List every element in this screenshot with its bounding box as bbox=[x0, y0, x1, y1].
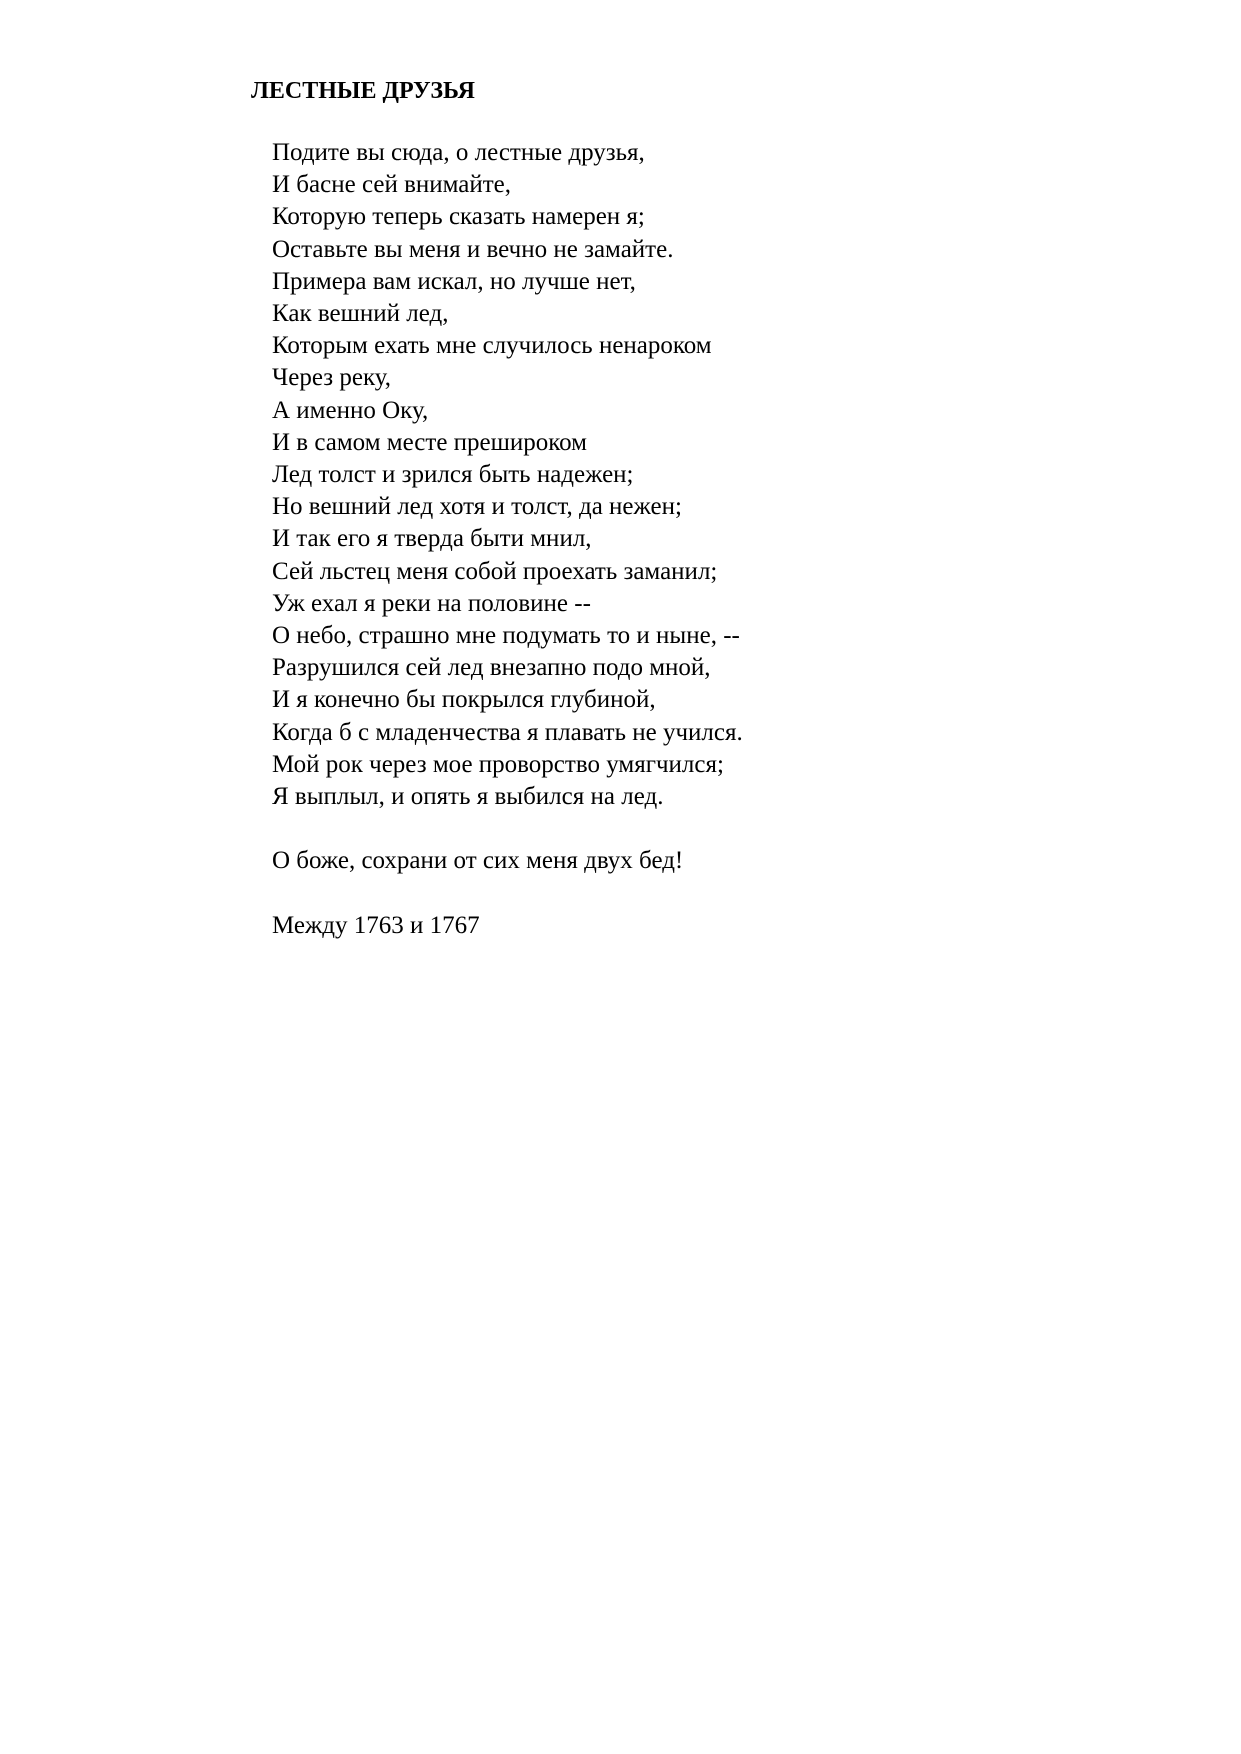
verse-line: Сей льстец меня собой проехать заманил; bbox=[272, 557, 718, 585]
poem-title: ЛЕСТНЫЕ ДРУЗЬЯ bbox=[251, 78, 475, 104]
verse-line: Оставьте вы меня и вечно не замайте. bbox=[272, 235, 674, 263]
verse-line: Которую теперь сказать намерен я; bbox=[272, 203, 645, 231]
verse-line: Уж ехал я реки на половине -- bbox=[272, 589, 591, 617]
verse-line: Через реку, bbox=[272, 364, 392, 392]
verse-line: Как вешний лед, bbox=[272, 300, 449, 328]
verse-line: И басне сей внимайте, bbox=[272, 171, 512, 199]
verse-line: Подите вы сюда, о лестные друзья, bbox=[272, 139, 645, 166]
verse-line: Я выплыл, и опять я выбился на лед. bbox=[272, 783, 664, 811]
verse-line: Лед толст и зрился быть надежен; bbox=[272, 461, 634, 489]
verse-line: Мой рок через мое проворство умягчился; bbox=[272, 750, 724, 778]
verse-line: Разрушился сей лед внезапно подо мной, bbox=[272, 654, 711, 682]
poem-stanza bbox=[272, 137, 743, 813]
verse-line: И я конечно бы покрылся глубиной, bbox=[272, 686, 656, 714]
closing-line: О боже, сохрани от сих меня двух бед! bbox=[272, 847, 684, 874]
verse-line: Примера вам искал, но лучше нет, bbox=[272, 267, 636, 295]
verse-line: Которым ехать мне случилось ненароком bbox=[272, 332, 712, 360]
verse-line: Но вешний лед хотя и толст, да нежен; bbox=[272, 493, 682, 521]
date-line: Между 1763 и 1767 bbox=[272, 912, 480, 939]
verse-line: А именно Оку, bbox=[272, 396, 429, 424]
verse-line: О небо, страшно мне подумать то и ныне, -- bbox=[272, 622, 740, 650]
verse-line: И так его я тверда быти мнил, bbox=[272, 525, 592, 553]
verse-line: И в самом месте прешироком bbox=[272, 428, 588, 456]
verse-line: Когда б с младенчества я плавать не учился. bbox=[272, 718, 743, 746]
